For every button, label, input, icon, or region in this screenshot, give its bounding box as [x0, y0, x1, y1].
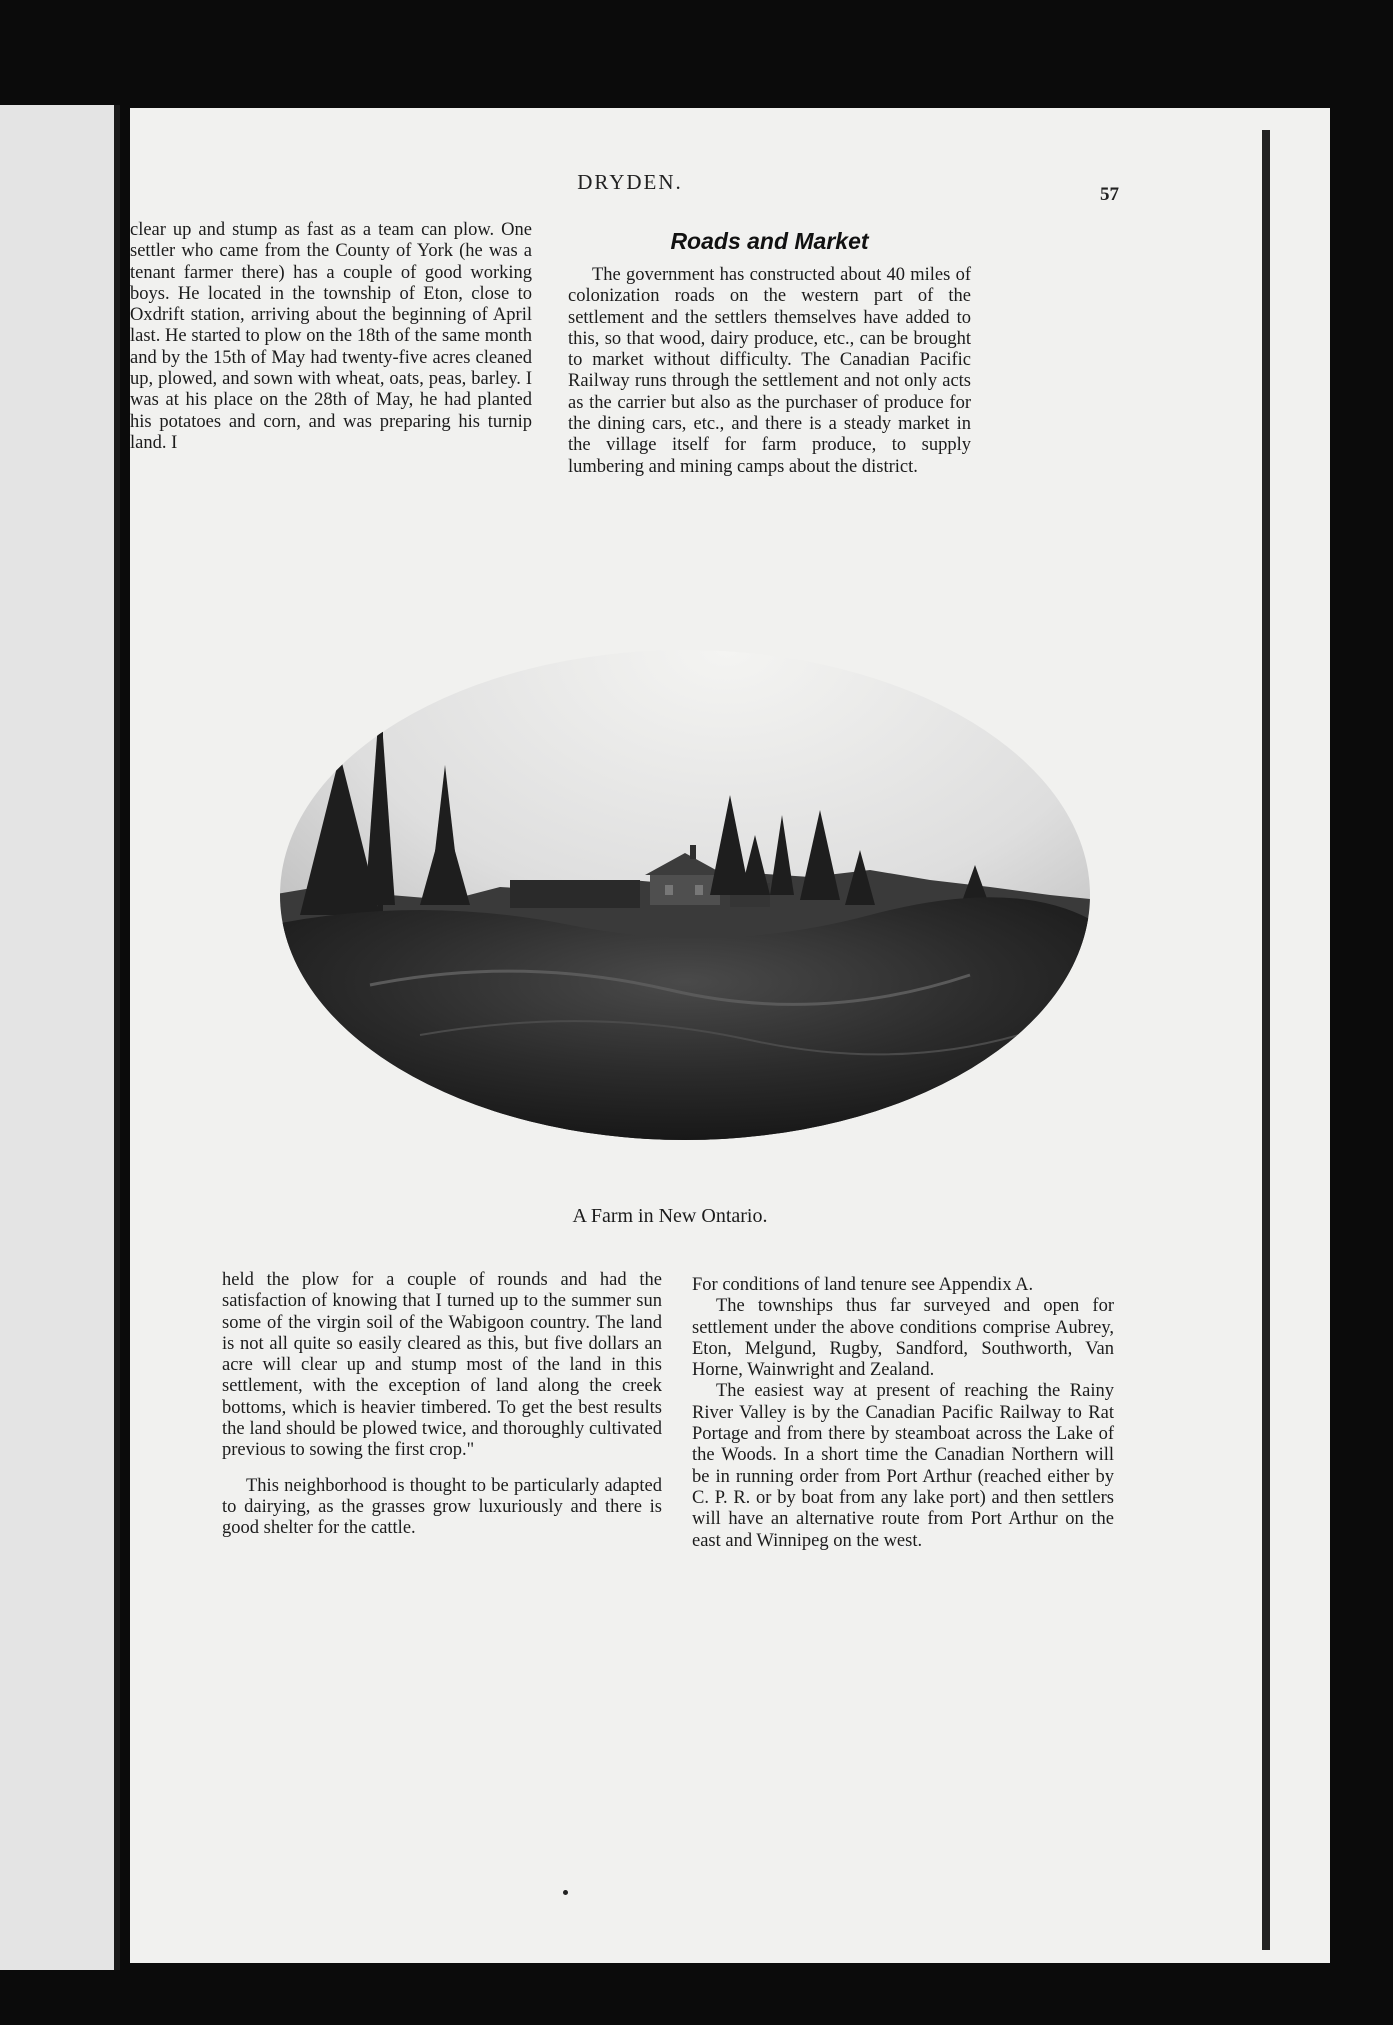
print-speck [563, 1890, 568, 1895]
bottom-left-paragraph: held the plow for a couple of rounds and had the satisfaction of knowing that I turned up to the summer sun some of the virgin soil of the Wabigoon country. The land is not all quite so easily cleared as this, but five dollars an acre will clear up and stump most of the land in this settlement, with the exception of land along the creek bottoms, which is heavier timbered. To get the best results the land should be plowed twice, and thoroughly cultivated previous to sowing the first crop." [222, 1270, 662, 1461]
bottom-right-paragraph: For conditions of land tenure see Appendix A. [692, 1275, 1034, 1295]
bottom-right-paragraph: The townships thus far surveyed and open for settlement under the above conditions comprise Aubrey, Eton, Melgund, Rugby, Sandford, Southworth, Van Horne, Wainwright and Zealand. [692, 1296, 1114, 1381]
bottom-left-paragraph: This neighborhood is thought to be particularly adapted to dairying, as the grasses grow luxuriously and there is good shelter for the cattle. [222, 1475, 662, 1539]
farm-landscape-picture [270, 595, 1100, 1140]
bottom-left-column [222, 1270, 662, 1540]
page-number: 57 [1100, 184, 1119, 205]
top-right-column [568, 265, 971, 478]
top-right-paragraph: The government has constructed about 40 miles of colonization roads on the western part of the settlement and the settlers themselves have added to this, so that wood, dairy produce, etc., can be brought to market without difficulty. The Canadian Pacific Railway runs through the settlement and not only acts as the carrier but also as the purchaser of produce for the dining cars, etc., and there is a steady market in the village itself for farm produce, to supply lumbering and mining camps about the district. [568, 265, 971, 477]
photo-caption: A Farm in New Ontario. [572, 1205, 768, 1227]
bottom-right-column [692, 1275, 1114, 1552]
adjacent-page-edge [0, 105, 120, 1970]
top-left-paragraph: clear up and stump as fast as a team can plow. One settler who came from the County of York (he was a tenant farmer there) has a couple of good working boys. He located in the township of Eton, close to Oxdrift station, arriving about the beginning of April last. He started to plow on the 18th of the same month and by the 15th of May had twenty-five acres cleaned up, plowed, and sown with wheat, oats, peas, barley. I was at his place on the 28th of May, he had planted his potatoes and corn, and was preparing his turnip land. I [130, 220, 532, 453]
section-heading: Roads and Market [670, 228, 869, 254]
farm-photograph [270, 595, 1100, 1140]
page-shadow-edge [1262, 130, 1270, 1950]
running-head: DRYDEN. [577, 170, 683, 194]
bottom-right-paragraph: The easiest way at present of reaching the Rainy River Valley is by the Canadian Pacific Railway to Rat Portage and from there by steamboat across the Lake of the Woods. In a short time the Canadian Northern will be in running order from Port Arthur (reached either by C. P. R. or by boat from any lake port) and then settlers will have an alternative route from Port Arthur on the east and Winnipeg on the west. [692, 1381, 1114, 1551]
top-left-column [130, 220, 532, 454]
